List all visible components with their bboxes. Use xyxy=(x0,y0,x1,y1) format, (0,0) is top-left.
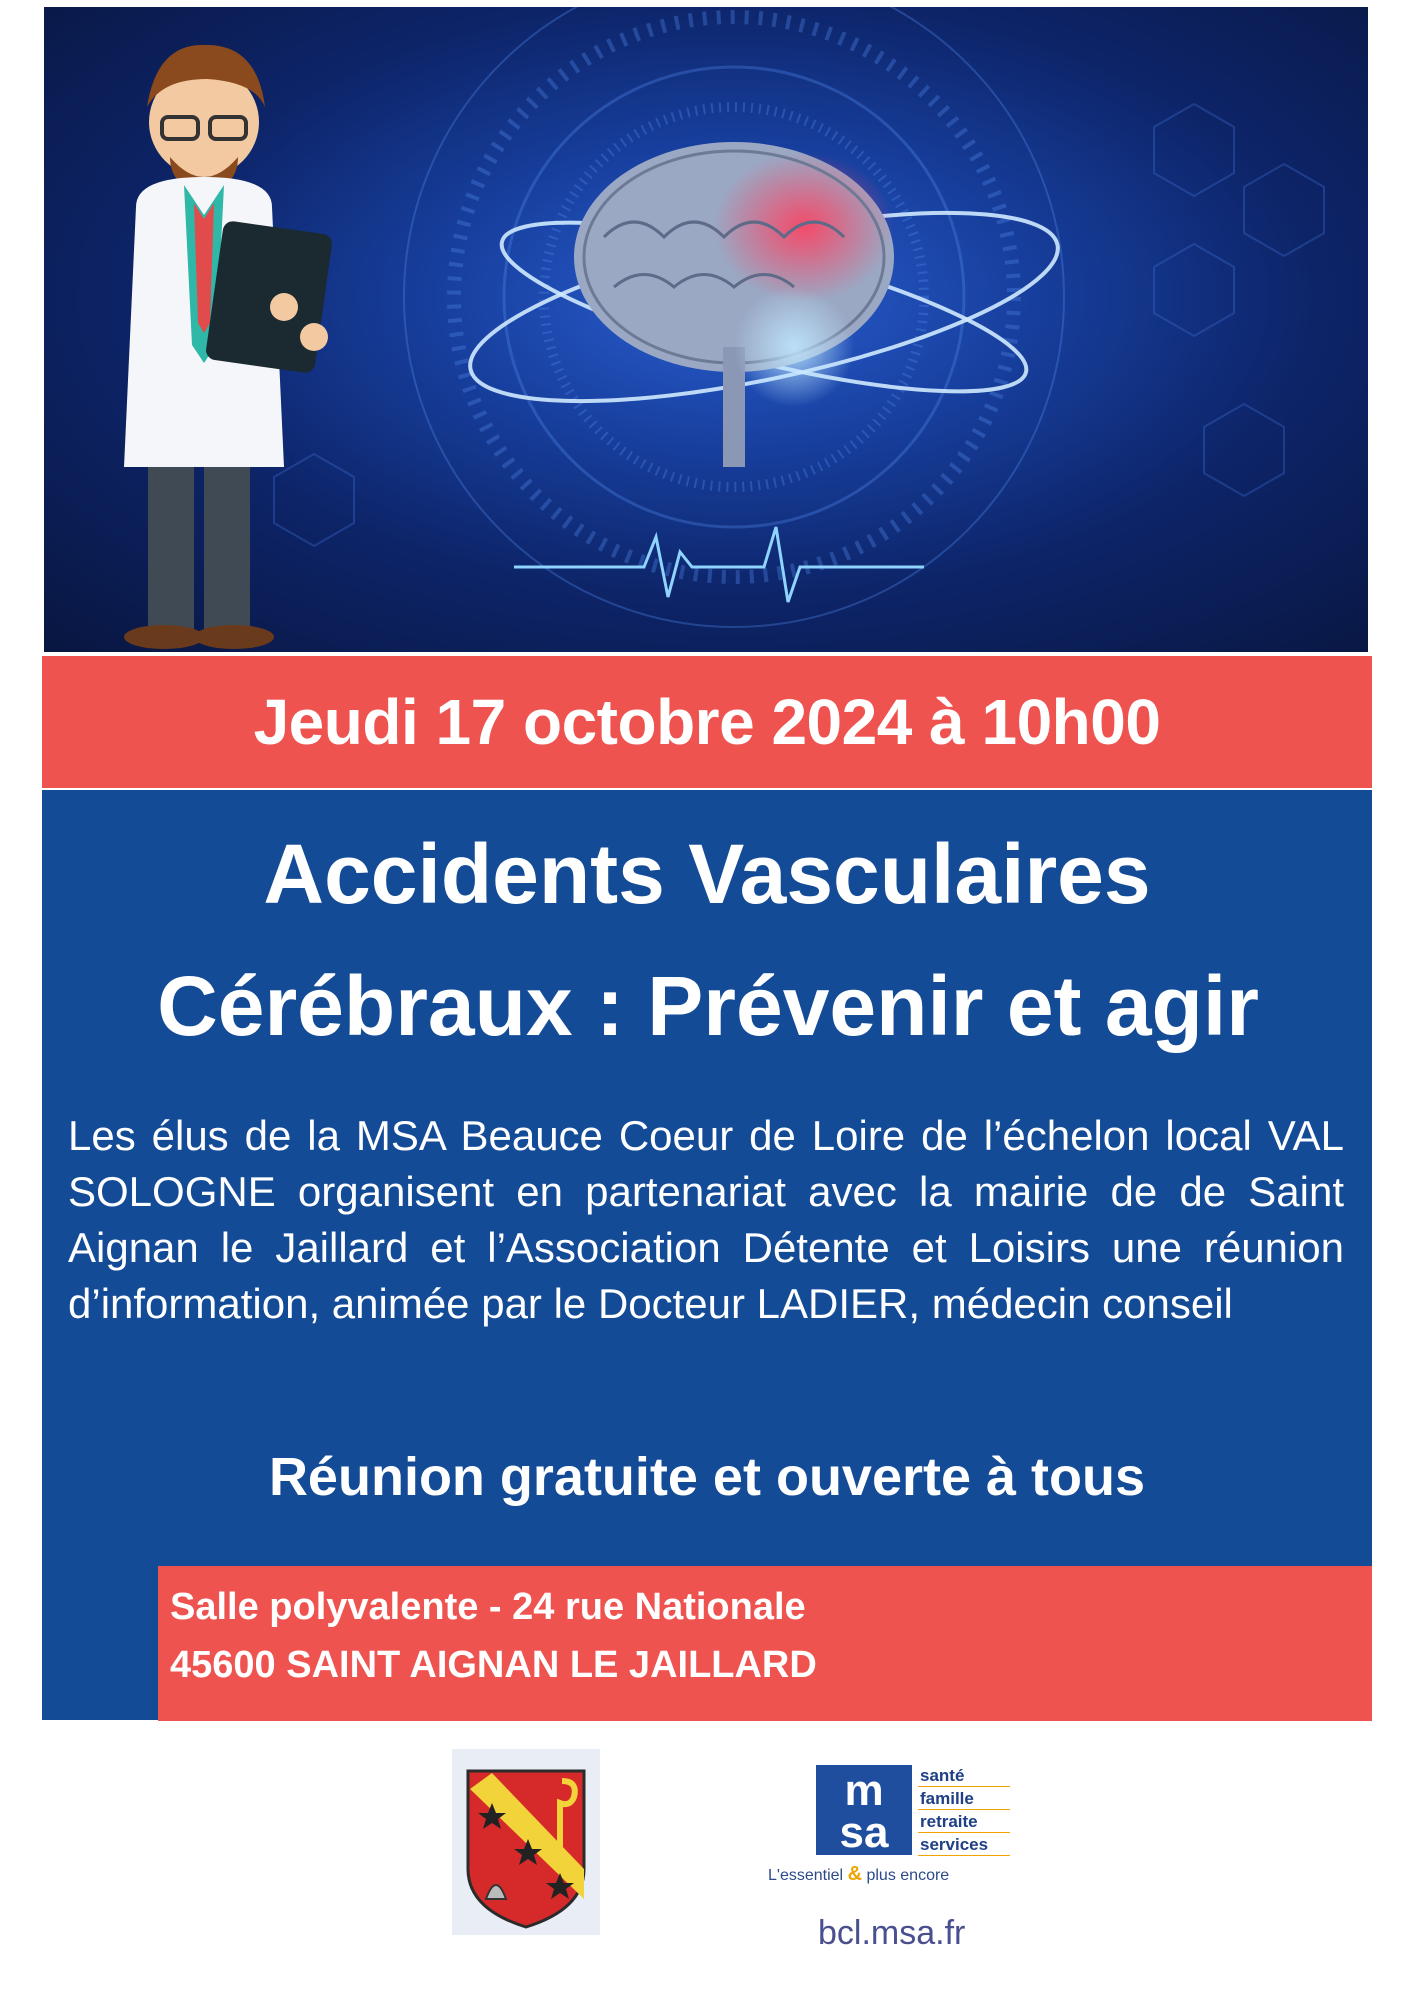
event-date: Jeudi 17 octobre 2024 à 10h00 xyxy=(253,686,1161,758)
hero-illustration xyxy=(44,7,1368,652)
free-entry-note: Réunion gratuite et ouverte à tous xyxy=(268,1447,1146,1507)
event-title-line1: Accidents Vasculaires xyxy=(263,827,1151,921)
msa-word-retraite: retraite xyxy=(918,1810,1010,1833)
address-block xyxy=(158,1566,1372,1721)
svg-text:m: m xyxy=(844,1766,884,1815)
event-title-line2: Cérébraux : Prévenir et agir xyxy=(157,959,1259,1053)
msa-word-services: services xyxy=(918,1833,1010,1856)
msa-word-famille: famille xyxy=(918,1787,1010,1810)
msa-logo xyxy=(816,1765,912,1860)
tagline-ampersand: & xyxy=(847,1863,863,1885)
msa-word-sante: santé xyxy=(918,1764,1010,1787)
coat-of-arms-icon xyxy=(452,1749,600,1935)
tagline-start: L'essentiel xyxy=(768,1867,844,1884)
website-link[interactable]: bcl.msa.fr xyxy=(818,1914,966,1952)
address-line1: Salle polyvalente - 24 rue Nationale xyxy=(170,1586,806,1628)
msa-tagline xyxy=(768,1863,949,1886)
tagline-end: plus encore xyxy=(866,1867,950,1884)
svg-text:sa: sa xyxy=(839,1808,889,1855)
doctor-brain-icon xyxy=(44,7,1368,652)
msa-service-words xyxy=(918,1764,1010,1856)
date-banner xyxy=(42,656,1372,788)
msa-logo-icon xyxy=(816,1765,912,1855)
address-line2: 45600 SAINT AIGNAN LE JAILLARD xyxy=(170,1644,817,1686)
coat-of-arms xyxy=(452,1749,600,1935)
event-description: Les élus de la MSA Beauce Coeur de Loire de l’échelon local VAL SOLOGNE organisent en partenariat avec la mairie de de Saint Aignan le Jaillard et l’Association Détente et Loisirs une réunion d’information, animée par le Docteur LADIER, médecin conseil xyxy=(68,1112,1344,1327)
